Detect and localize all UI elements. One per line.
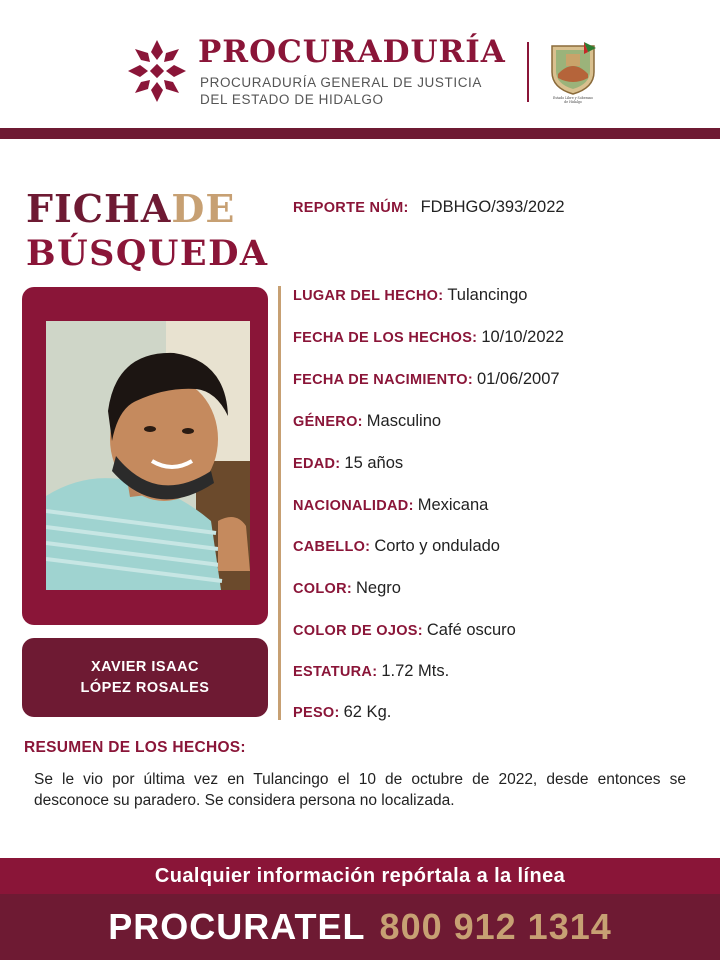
hotline-phone: 800 912 1314 xyxy=(379,906,612,947)
hotline-name: PROCURATEL xyxy=(108,906,366,947)
brand-title: PROCURADURÍA xyxy=(198,34,506,70)
field-row xyxy=(293,621,516,640)
field-row xyxy=(293,454,403,473)
person-name-line1: XAVIER ISAAC xyxy=(90,658,200,675)
field-value: Tulancingo xyxy=(447,286,528,304)
field-label: FECHA DE NACIMIENTO: xyxy=(293,372,473,388)
field-value: Negro xyxy=(356,579,401,597)
brand-subtitle-line1: PROCURADURÍA GENERAL DE JUSTICIA xyxy=(200,75,482,90)
ficha-title xyxy=(26,188,235,230)
field-row xyxy=(293,579,401,598)
field-label: COLOR: xyxy=(293,581,352,597)
field-value: Café oscuro xyxy=(426,621,516,639)
summary-text: Se le vio por última vez en Tulancingo el 10 de octubre de 2022, desde entonces se desconoce su paradero. Se considera persona no localizada. xyxy=(34,771,686,809)
field-label: COLOR DE OJOS: xyxy=(293,623,423,639)
field-value: 01/06/2007 xyxy=(477,370,560,388)
busqueda-title: BÚSQUEDA xyxy=(26,233,269,274)
field-label: NACIONALIDAD: xyxy=(293,498,414,514)
field-value: 10/10/2022 xyxy=(481,328,564,346)
field-label: CABELLO: xyxy=(293,539,371,555)
field-value: 15 años xyxy=(344,454,404,472)
svg-text:Estado Libre y Soberano: Estado Libre y Soberano xyxy=(553,96,593,100)
report-number-row xyxy=(293,198,565,217)
de-word: DE xyxy=(171,186,236,231)
field-label: LUGAR DEL HECHO: xyxy=(293,288,444,304)
person-name-line2: LÓPEZ ROSALES xyxy=(80,679,210,696)
report-number-label: REPORTE NÚM: xyxy=(293,200,409,216)
footer-cta-text: Cualquier información repórtala a la línea xyxy=(154,864,566,887)
hidalgo-state-seal-icon xyxy=(544,38,602,104)
gold-divider xyxy=(278,286,281,720)
field-row xyxy=(293,703,391,722)
field-value: Mexicana xyxy=(417,496,489,514)
header-divider xyxy=(527,42,529,102)
field-value: Corto y ondulado xyxy=(374,537,500,555)
field-label: ESTATURA: xyxy=(293,664,378,680)
field-row xyxy=(293,412,441,431)
procuraduria-logo-icon xyxy=(126,38,188,104)
field-value: Masculino xyxy=(366,412,442,430)
field-value: 1.72 Mts. xyxy=(381,662,450,680)
field-label: PESO: xyxy=(293,705,340,721)
person-name-card xyxy=(22,638,268,717)
field-row xyxy=(293,328,564,347)
field-row xyxy=(293,662,449,681)
field-row xyxy=(293,286,527,305)
footer-cta-band xyxy=(0,858,720,894)
field-row xyxy=(293,496,488,515)
summary-heading: RESUMEN DE LOS HECHOS: xyxy=(24,739,246,756)
footer-hotline-band xyxy=(0,894,720,960)
missing-person-photo xyxy=(46,321,250,590)
field-label: EDAD: xyxy=(293,456,341,472)
field-row xyxy=(293,370,560,389)
field-row xyxy=(293,537,500,556)
field-label: GÉNERO: xyxy=(293,414,363,430)
top-band xyxy=(0,128,720,139)
brand-subtitle-line2: DEL ESTADO DE HIDALGO xyxy=(200,92,384,107)
svg-text:de Hidalgo: de Hidalgo xyxy=(564,100,582,104)
report-number-value: FDBHGO/393/2022 xyxy=(420,198,565,216)
field-value: 62 Kg. xyxy=(343,703,392,721)
field-label: FECHA DE LOS HECHOS: xyxy=(293,330,478,346)
ficha-word: FICHA xyxy=(26,186,172,231)
